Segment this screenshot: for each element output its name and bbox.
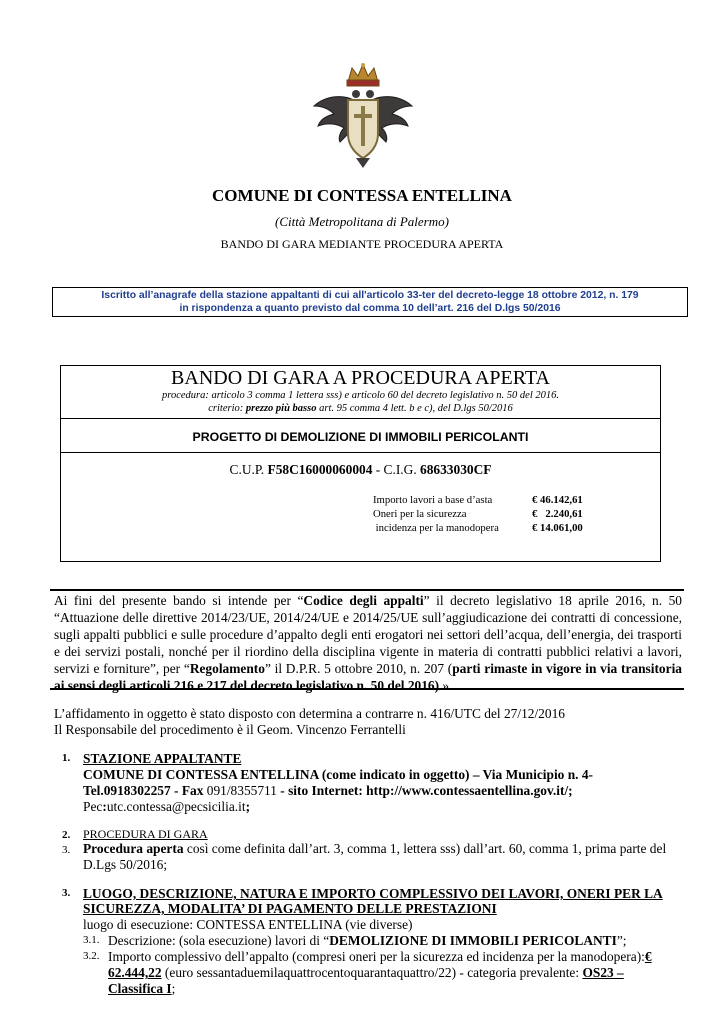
amount-label: Oneri per la sicurezza <box>373 508 467 520</box>
section-3-title-line2: SICUREZZA, MODALITA’ DI PAGAMENTO DELLE PRESTAZIONI <box>83 901 497 916</box>
cig-value: 68633030CF <box>420 462 492 477</box>
item-3-2-amount-line2: 62.444,22 (euro sessantaduemilaquattrocentoquarantaquattro/22) - categoria prevalente: OS23 – <box>108 965 624 980</box>
tender-criterion <box>61 403 660 414</box>
registry-notice-line1: Iscritto all’anagrafe della stazione appaltanti di cui all'articolo 33-ter del decreto-legge 18 ottobre 2012, n. 179 <box>101 290 639 301</box>
coat-of-arms <box>310 62 416 170</box>
tender-box <box>60 365 661 562</box>
item-3-2-amount-line1: Importo complessivo dell’appalto (compresi oneri per la sicurezza ed incidenza per la manodopera):€ <box>108 949 652 964</box>
section-number: 3. <box>62 844 71 856</box>
municipal-coat-of-arms-icon <box>310 62 416 170</box>
definitions-paragraph <box>54 592 682 694</box>
item-number: 3.2. <box>83 950 100 962</box>
amount-value: € 2.240,61 <box>532 508 583 520</box>
amount-value: € 46.142,61 <box>532 494 583 506</box>
cig-label: - C.I.G. <box>372 462 421 477</box>
item-3-1-description: Descrizione: (sola esecuzione) lavori di “DEMOLIZIONE DI IMMOBILI PERICOLANTI”; <box>108 933 627 948</box>
procedure-manager: Il Responsabile del procedimento è il Geom. Vincenzo Ferrantelli <box>54 722 406 737</box>
amount-value: € 14.061,00 <box>532 522 583 534</box>
metro-city-subtitle: (Città Metropolitana di Palermo) <box>275 214 449 229</box>
tender-divider-2 <box>61 452 660 453</box>
definitions-line: sugli appalti pubblici e sulle procedure d’appalto degli enti erogatori nei settori dell’acqua, dell’energia, dei trasporti <box>54 627 682 642</box>
definitions-line: “Attuazione delle direttive 2014/23/UE, 2014/24/UE e 2014/25/UE sull’aggiudicazione dei contratti di concessione, <box>54 610 682 625</box>
section-3-title-line1: LUOGO, DESCRIZIONE, NATURA E IMPORTO COMPLESSIVO DEI LAVORI, ONERI PER LA <box>83 886 663 901</box>
definitions-line: ai sensi degli articoli 216 e 217 del decreto legislativo n. 50 del 2016) ». <box>54 678 453 693</box>
criterion-prefix: criterio: <box>208 403 246 414</box>
amount-row <box>373 522 499 534</box>
section-number: 3. <box>62 887 71 899</box>
item-3-2-amount-line3: Classifica I; <box>108 981 176 996</box>
tender-divider-1 <box>61 418 660 419</box>
amount-row <box>373 494 492 506</box>
section-number: 2. <box>62 829 71 841</box>
registry-notice-box <box>52 287 688 317</box>
execution-place: luogo di esecuzione: CONTESSA ENTELLINA (vie diverse) <box>83 917 413 932</box>
definitions-line: e dei servizi postali, nonché per il riordino della disciplina vigente in materia di contratti pubblici relativi a lavori, <box>54 644 682 659</box>
section-1-line2: Tel.0918302257 - Fax 091/8355711 - sito Internet: http://www.contessaentellina.gov.it/; <box>83 783 573 798</box>
definitions-line: Ai fini del presente bando si intende per “Codice degli appalti” il decreto legislativo 18 aprile 2016, n. 50 <box>54 593 682 608</box>
definitions-bottom-rule <box>50 688 684 690</box>
tender-box-title: BANDO DI GARA A PROCEDURA APERTA <box>171 367 550 389</box>
criterion-bold: prezzo più basso <box>245 403 317 414</box>
amount-row <box>373 508 466 520</box>
section-2-title: PROCEDURA DI GARA <box>83 827 208 841</box>
cup-cig-line <box>61 462 660 478</box>
doc-type-heading: BANDO DI GARA MEDIANTE PROCEDURA APERTA <box>220 237 504 251</box>
award-determination: L’affidamento in oggetto è stato disposto con determina a contrarre n. 416/UTC del 27/12/2016 <box>54 706 565 721</box>
section-number: 1. <box>62 752 71 764</box>
section-1-title: STAZIONE APPALTANTE <box>83 751 242 766</box>
section-1-line1: COMUNE DI CONTESSA ENTELLINA (come indicato in oggetto) – Via Municipio n. 4- <box>83 767 593 782</box>
cup-value: F58C16000060004 <box>267 462 373 477</box>
tender-procedure: procedura: articolo 3 comma 1 lettera sss) e articolo 60 del decreto legislativo n. 50 del 2016. <box>162 390 559 401</box>
section-3-procedure-line2: D.Lgs 50/2016; <box>83 857 168 872</box>
section-3-procedure-line1: Procedura aperta così come definita dall’art. 3, comma 1, lettera sss) dall’art. 60, comma 1, prima parte del <box>83 841 667 856</box>
project-title: PROGETTO DI DEMOLIZIONE DI IMMOBILI PERICOLANTI <box>192 430 529 444</box>
cup-label: C.U.P. <box>229 462 268 477</box>
definitions-line: servizi e forniture”, per “Regolamento” il D.P.R. 5 ottobre 2010, n. 207 (parti rimaste in vigore in via transitoria <box>54 661 682 676</box>
criterion-suffix: art. 95 comma 4 lett. b e c), del D.lgs 50/2016 <box>316 403 513 414</box>
section-1-line3: Pec:utc.contessa@pecsicilia.it; <box>83 799 251 814</box>
amount-label: incidenza per la manodopera <box>373 522 499 534</box>
amount-label: Importo lavori a base d’asta <box>373 494 493 506</box>
municipality-title: COMUNE DI CONTESSA ENTELLINA <box>212 186 512 205</box>
item-number: 3.1. <box>83 934 100 946</box>
definitions-top-rule <box>50 589 684 591</box>
registry-notice-line2: in rispondenza a quanto previsto dal comma 10 dell’art. 216 del D.lgs 50/2016 <box>179 303 561 314</box>
